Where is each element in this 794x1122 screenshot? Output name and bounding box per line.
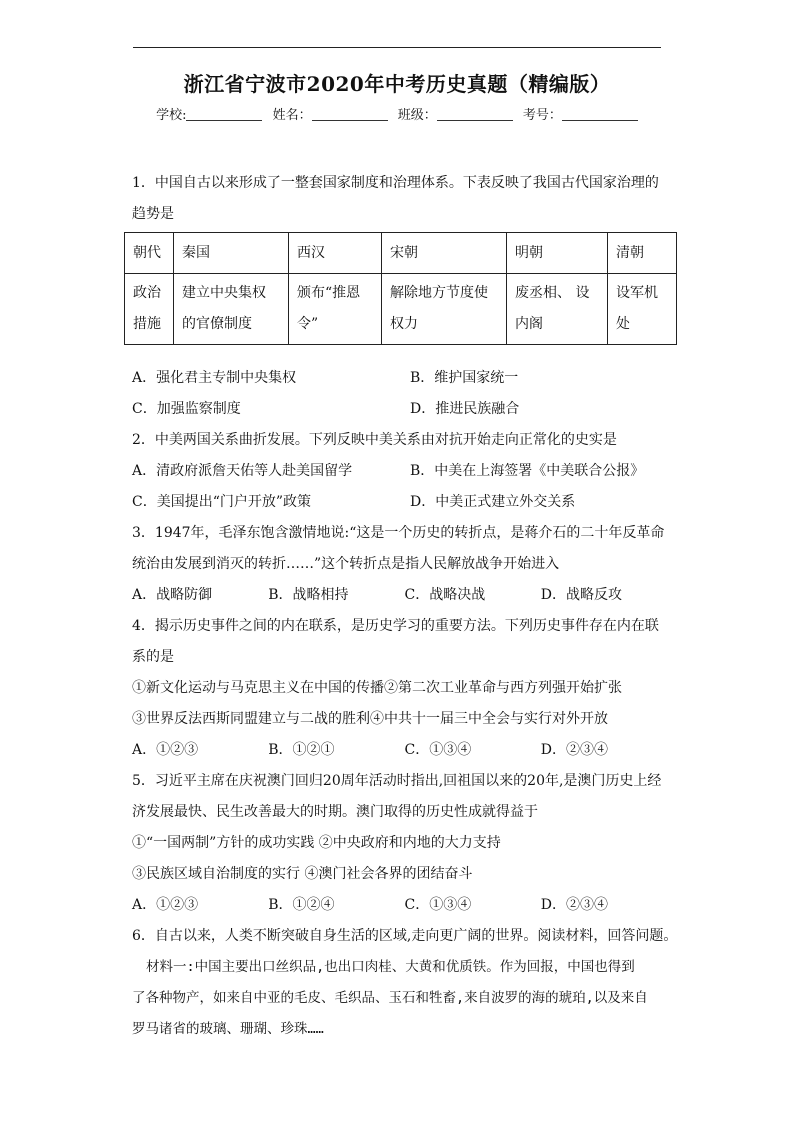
table-cell: 解除地方节度使 权力 xyxy=(382,274,507,345)
q5-options xyxy=(132,890,677,921)
q1-stem-2: 趋势是 xyxy=(132,206,174,222)
table-cell: 清朝 xyxy=(608,233,677,274)
q4-options xyxy=(132,735,677,766)
option-d[interactable]: D．中美正式建立外交关系 xyxy=(410,494,576,510)
q4-item-1: ①新文化运动与马克思主义在中国的传播②第二次工业革命与西方列强开始扩张 xyxy=(132,680,622,696)
q4-stem-1: 4．揭示历史事件之间的内在联系，是历史学习的重要方法。下列历史事件存在内在联 xyxy=(132,618,659,634)
table-cell: 秦国 xyxy=(174,233,289,274)
school-label: 学校: xyxy=(156,108,187,123)
q3-stem-1: 3．1947年，毛泽东饱含激情地说:“这是一个历史的转折点，是蒋介石的二十年反革命 xyxy=(132,525,665,541)
q2-options-row-2 xyxy=(132,487,677,518)
q5-item-1: ①“一国两制”方针的成功实践 ②中央政府和内地的大力支持 xyxy=(132,835,501,851)
option-c[interactable]: C．美国提出“门户开放”政策 xyxy=(132,494,312,510)
exam-number-label: 考号： xyxy=(522,108,562,123)
option-c[interactable]: C．加强监察制度 xyxy=(132,401,241,417)
exam-number-field[interactable] xyxy=(562,108,638,121)
option-a[interactable]: A．战略防御 xyxy=(132,587,213,603)
material-line: 了各种物产，如来自中亚的毛皮、毛织品、玉石和牲畜,来自波罗的海的琥珀,以及来自 xyxy=(132,990,648,1006)
question-4 xyxy=(132,611,677,766)
option-b[interactable]: B．维护国家统一 xyxy=(410,370,519,386)
q5-item-2: ③民族区域自治制度的实行 ④澳门社会各界的团结奋斗 xyxy=(132,866,473,882)
question-6 xyxy=(132,921,677,1045)
option-a[interactable]: A．强化君主专制中央集权 xyxy=(132,370,297,386)
q1-options-row-1 xyxy=(132,363,677,394)
class-field[interactable] xyxy=(437,108,513,121)
q3-stem-2: 统治由发展到消灭的转折……”这个转折点是指人民解放战争开始进入 xyxy=(132,556,560,572)
option-b[interactable]: B．中美在上海签署《中美联合公报》 xyxy=(410,463,645,479)
table-cell: 建立中央集权 的官僚制度 xyxy=(174,274,289,345)
option-c[interactable]: C．①③④ xyxy=(404,742,472,758)
class-label: 班级： xyxy=(397,108,437,123)
option-c[interactable]: C．战略决战 xyxy=(404,587,486,603)
table-cell: 朝代 xyxy=(125,233,174,274)
material-line: 罗马诸省的玻璃、珊瑚、珍珠…… xyxy=(132,1021,324,1037)
q6-material-1 xyxy=(132,952,677,1045)
table-row xyxy=(125,233,677,274)
option-b[interactable]: B．①②④ xyxy=(268,897,335,913)
name-label: 姓名： xyxy=(272,108,312,123)
q1-stem-1: 1．中国自古以来形成了一整套国家制度和治理体系。下表反映了我国古代国家治理的 xyxy=(132,175,659,191)
q4-item-2: ③世界反法西斯同盟建立与二战的胜利④中共十一届三中全会与实行对外开放 xyxy=(132,711,608,727)
option-b[interactable]: B．战略相持 xyxy=(268,587,349,603)
q1-options-row-2 xyxy=(132,394,677,425)
q5-stem-1: 5．习近平主席在庆祝澳门回归20周年活动时指出,回祖国以来的20年,是澳门历史上经 xyxy=(132,773,662,789)
table-cell: 颁布“推恩 令” xyxy=(289,274,382,345)
option-d[interactable]: D．②③④ xyxy=(540,742,608,758)
option-b[interactable]: B．①②① xyxy=(268,742,335,758)
option-c[interactable]: C．①③④ xyxy=(404,897,472,913)
page-title: 浙江省宁波市2020年中考历史真题（精编版） xyxy=(183,72,611,96)
dynasty-table xyxy=(124,232,677,345)
question-5 xyxy=(132,766,677,921)
option-a[interactable]: A．①②③ xyxy=(132,742,199,758)
top-rule xyxy=(133,47,661,48)
table-cell: 西汉 xyxy=(289,233,382,274)
q4-stem-2: 系的是 xyxy=(132,649,174,665)
option-d[interactable]: D．战略反攻 xyxy=(540,587,622,603)
option-a[interactable]: A．①②③ xyxy=(132,897,199,913)
school-field[interactable] xyxy=(186,108,262,121)
question-1 xyxy=(132,168,677,425)
table-row xyxy=(125,274,677,345)
q2-stem: 2．中美两国关系曲折发展。下列反映中美关系由对抗开始走向正常化的史实是 xyxy=(132,432,617,448)
table-cell: 设军机处 xyxy=(608,274,677,345)
question-2 xyxy=(132,425,677,518)
q2-options-row-1 xyxy=(132,456,677,487)
q3-options xyxy=(132,580,677,611)
material-line: 材料一:中国主要出口丝织品,也出口肉桂、大黄和优质铁。作为回报，中国也得到 xyxy=(146,959,635,975)
option-a[interactable]: A．清政府派詹天佑等人赴美国留学 xyxy=(132,463,353,479)
table-cell: 废丞相、 设 内阁 xyxy=(507,274,608,345)
q6-stem: 6．自古以来，人类不断突破自身生活的区域,走向更广阔的世界。阅读材料，回答问题。 xyxy=(132,928,678,944)
student-info xyxy=(0,104,794,123)
table-cell: 明朝 xyxy=(507,233,608,274)
q5-stem-2: 济发展最快、民生改善最大的时期。澳门取得的历史性成就得益于 xyxy=(132,804,538,820)
table-cell: 宋朝 xyxy=(382,233,507,274)
name-field[interactable] xyxy=(312,108,388,121)
option-d[interactable]: D．推进民族融合 xyxy=(410,401,520,417)
question-3 xyxy=(132,518,677,611)
option-d[interactable]: D．②③④ xyxy=(540,897,608,913)
questions xyxy=(132,168,677,1045)
table-cell: 政治 措施 xyxy=(125,274,174,345)
